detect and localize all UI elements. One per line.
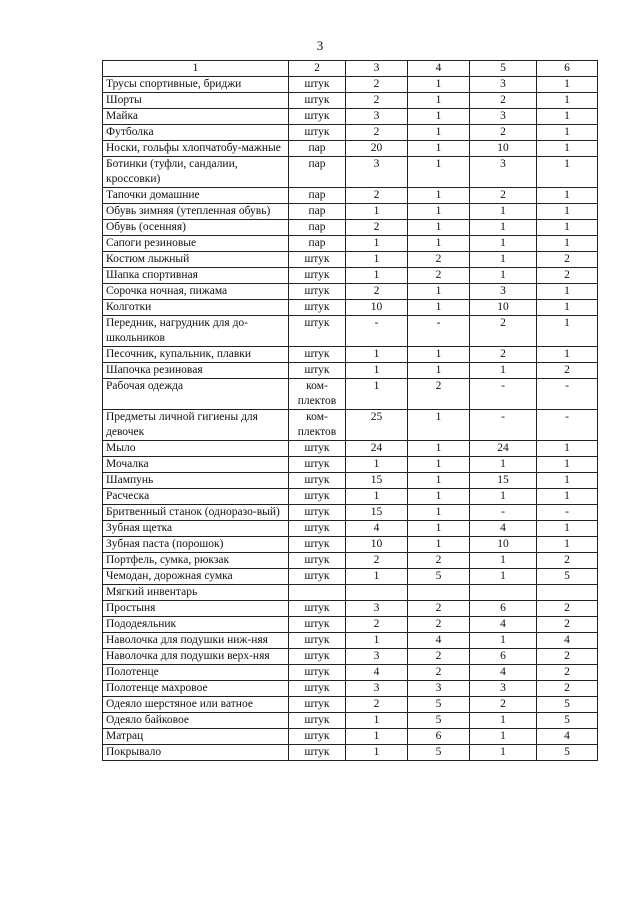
value-cell: 1 (408, 188, 470, 204)
value-cell: 2 (537, 252, 598, 268)
item-name-cell: Шорты (103, 93, 289, 109)
value-cell (408, 585, 470, 601)
value-cell: 2 (537, 268, 598, 284)
value-cell: 3 (470, 681, 537, 697)
unit-cell: штук (289, 505, 346, 521)
table-row (103, 410, 598, 441)
value-cell: 2 (346, 697, 408, 713)
value-cell: 1 (408, 489, 470, 505)
value-cell: 1 (346, 252, 408, 268)
value-cell: 10 (470, 141, 537, 157)
value-cell: 1 (537, 521, 598, 537)
value-cell: 1 (537, 473, 598, 489)
table-row (103, 745, 598, 761)
unit-cell: штук (289, 521, 346, 537)
value-cell: 1 (346, 729, 408, 745)
value-cell: 1 (537, 300, 598, 316)
unit-cell: штук (289, 697, 346, 713)
item-name-cell: Сапоги резиновые (103, 236, 289, 252)
table-row (103, 363, 598, 379)
item-name-cell: Мыло (103, 441, 289, 457)
value-cell: 2 (346, 553, 408, 569)
item-name-cell: Матрац (103, 729, 289, 745)
value-cell: 10 (470, 537, 537, 553)
table-row (103, 537, 598, 553)
item-name-cell: Одеяло шерстяное или ватное (103, 697, 289, 713)
unit-cell: штук (289, 300, 346, 316)
value-cell: 1 (408, 363, 470, 379)
value-cell: 1 (408, 284, 470, 300)
value-cell: 2 (346, 188, 408, 204)
unit-cell: штук (289, 363, 346, 379)
value-cell: 6 (408, 729, 470, 745)
value-cell: 1 (470, 745, 537, 761)
item-name-cell: Тапочки домашние (103, 188, 289, 204)
table-row (103, 188, 598, 204)
value-cell: 5 (408, 697, 470, 713)
item-name-cell: Чемодан, дорожная сумка (103, 569, 289, 585)
value-cell: 15 (346, 473, 408, 489)
unit-cell: штук (289, 553, 346, 569)
value-cell: 1 (470, 220, 537, 236)
item-name-cell: Наволочка для подушки ниж-няя (103, 633, 289, 649)
item-name-cell: Полотенце махровое (103, 681, 289, 697)
item-name-cell: Колготки (103, 300, 289, 316)
value-cell: 4 (470, 521, 537, 537)
value-cell: 2 (408, 617, 470, 633)
unit-cell: штук (289, 601, 346, 617)
value-cell: 2 (346, 125, 408, 141)
value-cell: 3 (346, 601, 408, 617)
value-cell: 1 (537, 284, 598, 300)
value-cell: 2 (408, 553, 470, 569)
value-cell: 10 (470, 300, 537, 316)
value-cell: 2 (470, 125, 537, 141)
item-name-cell: Портфель, сумка, рюкзак (103, 553, 289, 569)
value-cell: 2 (470, 93, 537, 109)
value-cell: 5 (537, 745, 598, 761)
table-row (103, 252, 598, 268)
table-row (103, 665, 598, 681)
table-row (103, 268, 598, 284)
table-row (103, 457, 598, 473)
value-cell: 1 (408, 125, 470, 141)
value-cell: 1 (470, 252, 537, 268)
value-cell: 1 (537, 125, 598, 141)
header-row (103, 61, 598, 77)
value-cell: 1 (346, 363, 408, 379)
unit-cell: штук (289, 347, 346, 363)
value-cell: 24 (346, 441, 408, 457)
value-cell: 2 (537, 363, 598, 379)
unit-cell: штук (289, 93, 346, 109)
value-cell: 1 (408, 410, 470, 441)
value-cell: 1 (470, 236, 537, 252)
value-cell: 25 (346, 410, 408, 441)
unit-cell: штук (289, 316, 346, 347)
item-name-cell: Трусы спортивные, бриджи (103, 77, 289, 93)
value-cell: 2 (346, 220, 408, 236)
value-cell: 1 (470, 633, 537, 649)
value-cell: 1 (537, 141, 598, 157)
table-row (103, 713, 598, 729)
table-row (103, 601, 598, 617)
value-cell: - (470, 505, 537, 521)
value-cell: 1 (537, 236, 598, 252)
unit-cell: ком-плектов (289, 379, 346, 410)
value-cell: 1 (346, 713, 408, 729)
value-cell: 1 (470, 553, 537, 569)
table-row (103, 473, 598, 489)
value-cell: 5 (537, 713, 598, 729)
table-row (103, 347, 598, 363)
table-row (103, 585, 598, 601)
value-cell: 4 (346, 521, 408, 537)
item-name-cell: Зубная щетка (103, 521, 289, 537)
value-cell: 2 (408, 268, 470, 284)
unit-cell: штук (289, 569, 346, 585)
value-cell: 1 (470, 569, 537, 585)
item-name-cell: Покрывало (103, 745, 289, 761)
value-cell: 1 (537, 537, 598, 553)
header-cell: 5 (470, 61, 537, 77)
table-row (103, 379, 598, 410)
table-row (103, 204, 598, 220)
table-row (103, 633, 598, 649)
value-cell: 1 (470, 204, 537, 220)
item-name-cell: Обувь (осенняя) (103, 220, 289, 236)
value-cell: 1 (408, 457, 470, 473)
value-cell: 2 (470, 188, 537, 204)
value-cell: 5 (537, 697, 598, 713)
value-cell: 4 (537, 729, 598, 745)
value-cell: 24 (470, 441, 537, 457)
value-cell: 1 (537, 457, 598, 473)
value-cell: 5 (537, 569, 598, 585)
value-cell: - (537, 505, 598, 521)
table-row (103, 316, 598, 347)
item-name-cell: Зубная паста (порошок) (103, 537, 289, 553)
table-row (103, 697, 598, 713)
value-cell: - (470, 410, 537, 441)
unit-cell: штук (289, 252, 346, 268)
value-cell: 3 (470, 284, 537, 300)
value-cell: 1 (408, 220, 470, 236)
value-cell: 4 (408, 633, 470, 649)
value-cell: 1 (346, 745, 408, 761)
item-name-cell: Песочник, купальник, плавки (103, 347, 289, 363)
value-cell: 10 (346, 300, 408, 316)
item-name-cell: Бритвенный станок (одноразо-вый) (103, 505, 289, 521)
value-cell: 3 (470, 77, 537, 93)
value-cell: 1 (408, 109, 470, 125)
value-cell: 1 (408, 141, 470, 157)
unit-cell: штук (289, 745, 346, 761)
item-name-cell: Расческа (103, 489, 289, 505)
item-name-cell: Рабочая одежда (103, 379, 289, 410)
value-cell: 3 (346, 157, 408, 188)
table-row (103, 441, 598, 457)
value-cell: 1 (408, 157, 470, 188)
value-cell: 1 (346, 569, 408, 585)
unit-cell: пар (289, 204, 346, 220)
header-cell: 4 (408, 61, 470, 77)
value-cell: 3 (408, 681, 470, 697)
table-row (103, 141, 598, 157)
value-cell: 1 (346, 489, 408, 505)
value-cell: 1 (537, 157, 598, 188)
value-cell: 2 (346, 284, 408, 300)
value-cell: - (346, 316, 408, 347)
value-cell: 1 (537, 188, 598, 204)
header-cell: 2 (289, 61, 346, 77)
value-cell: 4 (470, 617, 537, 633)
table-body (103, 77, 598, 761)
table-row (103, 617, 598, 633)
value-cell: 2 (537, 601, 598, 617)
item-name-cell: Обувь зимняя (утепленная обувь) (103, 204, 289, 220)
header-cell: 6 (537, 61, 598, 77)
value-cell: 1 (346, 379, 408, 410)
value-cell: 1 (537, 489, 598, 505)
value-cell: 2 (408, 665, 470, 681)
value-cell: 1 (470, 363, 537, 379)
value-cell: 1 (470, 713, 537, 729)
item-name-cell: Ботинки (туфли, сандалии, кроссовки) (103, 157, 289, 188)
value-cell: 1 (408, 77, 470, 93)
value-cell: 6 (470, 601, 537, 617)
value-cell: 3 (346, 109, 408, 125)
value-cell: 1 (537, 441, 598, 457)
unit-cell: пар (289, 141, 346, 157)
table-row (103, 125, 598, 141)
value-cell: - (470, 379, 537, 410)
item-name-cell: Майка (103, 109, 289, 125)
unit-cell: штук (289, 681, 346, 697)
value-cell: - (537, 379, 598, 410)
value-cell: 10 (346, 537, 408, 553)
table-row (103, 109, 598, 125)
value-cell: 2 (470, 316, 537, 347)
unit-cell: штук (289, 649, 346, 665)
unit-cell: штук (289, 729, 346, 745)
value-cell: 4 (537, 633, 598, 649)
table-row (103, 505, 598, 521)
value-cell: 4 (346, 665, 408, 681)
value-cell: 1 (470, 729, 537, 745)
unit-cell: пар (289, 220, 346, 236)
item-name-cell: Костюм лыжный (103, 252, 289, 268)
value-cell: 2 (408, 379, 470, 410)
value-cell: 2 (537, 681, 598, 697)
item-name-cell: Передник, нагрудник для до-школьников (103, 316, 289, 347)
item-name-cell: Шапочка резиновая (103, 363, 289, 379)
unit-cell: штук (289, 489, 346, 505)
value-cell: 1 (537, 220, 598, 236)
table-row (103, 569, 598, 585)
item-name-cell: Простыня (103, 601, 289, 617)
unit-cell: штук (289, 441, 346, 457)
table-row (103, 489, 598, 505)
table-row (103, 521, 598, 537)
value-cell: 3 (470, 157, 537, 188)
value-cell: 2 (346, 93, 408, 109)
value-cell: 4 (470, 665, 537, 681)
value-cell: 5 (408, 713, 470, 729)
item-name-cell: Мягкий инвентарь (103, 585, 289, 601)
table-row (103, 93, 598, 109)
table-row (103, 157, 598, 188)
item-name-cell: Носки, гольфы хлопчатобу-мажные (103, 141, 289, 157)
header-cell: 3 (346, 61, 408, 77)
value-cell: 1 (470, 489, 537, 505)
value-cell: 1 (408, 93, 470, 109)
value-cell: 1 (470, 268, 537, 284)
value-cell: 2 (537, 553, 598, 569)
value-cell: 1 (408, 441, 470, 457)
table-row (103, 77, 598, 93)
item-name-cell: Шампунь (103, 473, 289, 489)
value-cell: 1 (408, 204, 470, 220)
value-cell: 5 (408, 569, 470, 585)
value-cell: 1 (408, 347, 470, 363)
unit-cell: штук (289, 665, 346, 681)
unit-cell: штук (289, 617, 346, 633)
value-cell: 15 (470, 473, 537, 489)
table-row (103, 236, 598, 252)
value-cell: 1 (408, 537, 470, 553)
unit-cell: штук (289, 537, 346, 553)
value-cell: 1 (537, 77, 598, 93)
item-name-cell: Наволочка для подушки верх-няя (103, 649, 289, 665)
value-cell: 1 (470, 457, 537, 473)
item-name-cell: Сорочка ночная, пижама (103, 284, 289, 300)
value-cell: 15 (346, 505, 408, 521)
value-cell: 2 (470, 697, 537, 713)
value-cell: 1 (346, 457, 408, 473)
item-name-cell: Полотенце (103, 665, 289, 681)
value-cell: 1 (408, 473, 470, 489)
item-name-cell: Одеяло байковое (103, 713, 289, 729)
value-cell: 6 (470, 649, 537, 665)
value-cell (470, 585, 537, 601)
value-cell: 1 (346, 633, 408, 649)
page-number: 3 (316, 38, 324, 53)
unit-cell: штук (289, 77, 346, 93)
value-cell: 1 (537, 109, 598, 125)
unit-cell: штук (289, 109, 346, 125)
table-row (103, 300, 598, 316)
value-cell: 20 (346, 141, 408, 157)
value-cell: 2 (537, 665, 598, 681)
value-cell: 1 (408, 300, 470, 316)
value-cell (346, 585, 408, 601)
value-cell: 1 (537, 204, 598, 220)
value-cell: 2 (537, 649, 598, 665)
value-cell: 1 (346, 347, 408, 363)
unit-cell: пар (289, 157, 346, 188)
value-cell: - (537, 410, 598, 441)
table-row (103, 220, 598, 236)
table-row (103, 553, 598, 569)
item-name-cell: Шапка спортивная (103, 268, 289, 284)
value-cell: 1 (408, 505, 470, 521)
value-cell: 1 (408, 521, 470, 537)
unit-cell: пар (289, 236, 346, 252)
unit-cell: штук (289, 633, 346, 649)
value-cell: 1 (346, 268, 408, 284)
value-cell: 1 (537, 347, 598, 363)
header-cell: 1 (103, 61, 289, 77)
value-cell: 1 (346, 204, 408, 220)
unit-cell: штук (289, 457, 346, 473)
value-cell: 2 (537, 617, 598, 633)
value-cell: 3 (346, 649, 408, 665)
unit-cell: ком-плектов (289, 410, 346, 441)
value-cell: 2 (408, 649, 470, 665)
value-cell: 2 (408, 601, 470, 617)
value-cell: 5 (408, 745, 470, 761)
unit-cell: штук (289, 268, 346, 284)
value-cell: 1 (408, 236, 470, 252)
table-row (103, 284, 598, 300)
unit-cell: пар (289, 188, 346, 204)
table-row (103, 681, 598, 697)
value-cell: 1 (346, 236, 408, 252)
value-cell: 3 (346, 681, 408, 697)
value-cell: 3 (470, 109, 537, 125)
norms-table (102, 60, 598, 761)
value-cell: 1 (537, 316, 598, 347)
value-cell: 1 (537, 93, 598, 109)
value-cell: 2 (408, 252, 470, 268)
value-cell (537, 585, 598, 601)
item-name-cell: Мочалка (103, 457, 289, 473)
unit-cell (289, 585, 346, 601)
value-cell: - (408, 316, 470, 347)
value-cell: 2 (346, 77, 408, 93)
item-name-cell: Пододеяльник (103, 617, 289, 633)
unit-cell: штук (289, 713, 346, 729)
table-row (103, 649, 598, 665)
value-cell: 2 (346, 617, 408, 633)
unit-cell: штук (289, 473, 346, 489)
unit-cell: штук (289, 125, 346, 141)
item-name-cell: Предметы личной гигиены для девочек (103, 410, 289, 441)
table-row (103, 729, 598, 745)
value-cell: 2 (470, 347, 537, 363)
item-name-cell: Футболка (103, 125, 289, 141)
unit-cell: штук (289, 284, 346, 300)
